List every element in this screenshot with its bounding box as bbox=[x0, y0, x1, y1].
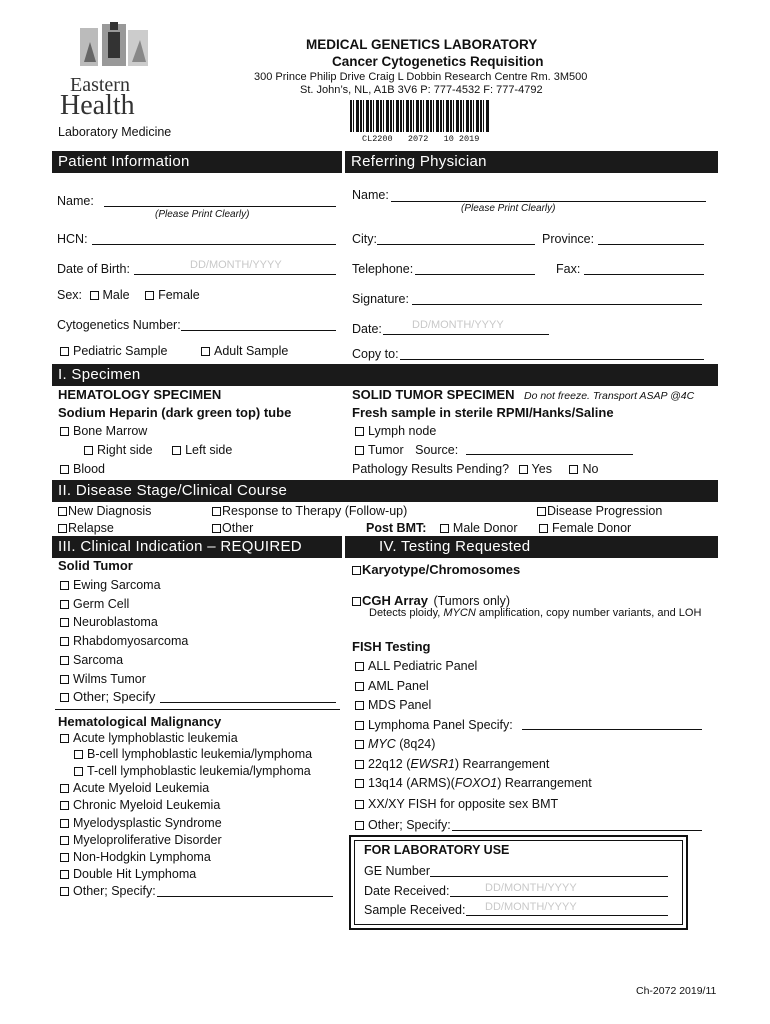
progression-label: Disease Progression bbox=[547, 504, 663, 518]
pathology-no-label: No bbox=[582, 462, 599, 476]
department-label: Laboratory Medicine bbox=[58, 125, 172, 139]
sample-received-placeholder: DD/MONTH/YYYY bbox=[485, 901, 577, 913]
tumor-option bbox=[355, 443, 458, 457]
male-donor-label: Male Donor bbox=[452, 521, 518, 535]
pathology-yes-label: Yes bbox=[531, 462, 552, 476]
male-donor-checkbox[interactable] bbox=[440, 524, 449, 533]
t-cell-checkbox[interactable] bbox=[74, 767, 83, 776]
lighthouse-icon bbox=[80, 22, 150, 70]
heme-other-field[interactable] bbox=[157, 883, 333, 897]
solid-tumor-title-row bbox=[352, 387, 694, 402]
sex-row bbox=[57, 288, 200, 302]
lymph-node-checkbox[interactable] bbox=[355, 427, 364, 436]
fish-item: MDS Panel bbox=[355, 696, 592, 716]
cgh-detail: Detects ploidy, MYCN amplification, copy number variants, and LOH bbox=[369, 607, 702, 619]
new-diagnosis-option bbox=[58, 504, 151, 518]
solid-tumor-list bbox=[60, 576, 188, 688]
left-side-checkbox[interactable] bbox=[172, 446, 181, 455]
pathology-no-checkbox[interactable] bbox=[569, 465, 578, 474]
barcode bbox=[350, 100, 490, 132]
ge-number-label: GE Number bbox=[364, 864, 430, 878]
fish-item: Lymphoma Panel Specify: bbox=[355, 716, 592, 736]
fax-field[interactable] bbox=[584, 261, 704, 275]
karyotype-checkbox[interactable] bbox=[352, 566, 361, 575]
new-diagnosis-label: New Diagnosis bbox=[68, 504, 152, 518]
other-stage-label: Other bbox=[222, 521, 254, 535]
sample-type-row bbox=[60, 344, 288, 358]
ewsr1-checkbox[interactable] bbox=[355, 760, 364, 769]
telephone-label: Telephone: bbox=[352, 262, 414, 276]
cgh-checkbox[interactable] bbox=[352, 597, 361, 606]
bone-marrow-option bbox=[60, 424, 147, 438]
progression-checkbox[interactable] bbox=[537, 507, 546, 516]
relapse-option bbox=[58, 521, 114, 535]
blood-option bbox=[60, 462, 105, 476]
solid-tumor-item: Germ Cell bbox=[60, 595, 188, 614]
pathology-yes-checkbox[interactable] bbox=[519, 465, 528, 474]
dob-label: Date of Birth: bbox=[57, 262, 130, 276]
fish-item: 22q12 (EWSR1) Rearrangement bbox=[355, 755, 592, 775]
solid-tumor-heading: Solid Tumor bbox=[58, 558, 133, 573]
solid-other-option bbox=[60, 689, 155, 704]
right-side-label: Right side bbox=[97, 443, 153, 457]
xxxy-checkbox[interactable] bbox=[355, 800, 364, 809]
heme-other-checkbox[interactable] bbox=[60, 887, 69, 896]
side-options bbox=[84, 443, 232, 457]
testing-other-field[interactable] bbox=[452, 817, 702, 831]
form-code: Ch-2072 2019/11 bbox=[636, 985, 717, 997]
cml-checkbox[interactable] bbox=[60, 801, 69, 810]
all-pediatric-checkbox[interactable] bbox=[355, 662, 364, 671]
physician-name-label: Name: bbox=[352, 188, 389, 202]
sarcoma-checkbox[interactable] bbox=[60, 656, 69, 665]
xxxy-option: XX/XY FISH for opposite sex BMT bbox=[355, 797, 558, 811]
cgh-option: CGH Array (Tumors only) bbox=[352, 593, 510, 608]
left-side-label: Left side bbox=[185, 443, 233, 457]
patient-name-label: Name: bbox=[57, 194, 94, 208]
telephone-field[interactable] bbox=[415, 261, 535, 275]
other-stage-checkbox[interactable] bbox=[212, 524, 221, 533]
myc-checkbox[interactable] bbox=[355, 740, 364, 749]
copy-to-label: Copy to: bbox=[352, 347, 399, 361]
solid-other-field[interactable] bbox=[160, 689, 336, 703]
lymph-node-label: Lymph node bbox=[368, 424, 437, 438]
solid-tumor-item: Wilms Tumor bbox=[60, 670, 188, 689]
new-diagnosis-checkbox[interactable] bbox=[58, 507, 67, 516]
source-field[interactable] bbox=[466, 441, 633, 455]
double-hit-checkbox[interactable] bbox=[60, 870, 69, 879]
lab-title: MEDICAL GENETICS LABORATORY bbox=[306, 37, 538, 52]
pediatric-sample-checkbox[interactable] bbox=[60, 347, 69, 356]
fish-item: 13q14 (ARMS)(FOXO1) Rearrangement bbox=[355, 774, 592, 794]
b-cell-option: B-cell lymphoblastic leukemia/lymphoma bbox=[74, 747, 312, 761]
fish-heading: FISH Testing bbox=[352, 639, 431, 654]
province-label: Province: bbox=[542, 232, 595, 246]
hcn-label: HCN: bbox=[57, 232, 88, 246]
city-label: City: bbox=[352, 232, 377, 246]
wilms-checkbox[interactable] bbox=[60, 675, 69, 684]
heme-other-option: Other; Specify: bbox=[60, 884, 156, 898]
post-bmt-row bbox=[366, 521, 631, 535]
signature-label: Signature: bbox=[352, 292, 409, 306]
lymphoma-panel-checkbox[interactable] bbox=[355, 721, 364, 730]
patient-info-header: Patient Information bbox=[52, 151, 342, 173]
sex-label: Sex: bbox=[57, 288, 83, 302]
hematology-specimen-title: HEMATOLOGY SPECIMEN bbox=[58, 387, 222, 402]
hcn-field[interactable] bbox=[92, 231, 336, 245]
testing-requested-header: IV. Testing Requested bbox=[345, 536, 718, 558]
solid-other-label: Other; Specify bbox=[73, 689, 156, 704]
adult-sample-checkbox[interactable] bbox=[201, 347, 210, 356]
t-cell-option: T-cell lymphoblastic leukemia/lymphoma bbox=[74, 764, 311, 778]
mpd-checkbox[interactable] bbox=[60, 836, 69, 845]
mds-checkbox[interactable] bbox=[60, 819, 69, 828]
testing-other-checkbox[interactable] bbox=[355, 821, 364, 830]
aml-panel-checkbox[interactable] bbox=[355, 682, 364, 691]
ge-number-field[interactable] bbox=[430, 863, 668, 877]
response-label: Response to Therapy (Follow-up) bbox=[222, 504, 408, 518]
pediatric-sample-label: Pediatric Sample bbox=[73, 344, 168, 358]
solid-tumor-note: Do not freeze. Transport ASAP @4C bbox=[524, 390, 695, 402]
lymphoma-specify-field[interactable] bbox=[522, 716, 702, 730]
heme-item: Myeloproliferative Disorder bbox=[60, 832, 222, 849]
date-received-placeholder: DD/MONTH/YYYY bbox=[485, 882, 577, 894]
solid-tumor-sub: Fresh sample in sterile RPMI/Hanks/Saline bbox=[352, 405, 614, 420]
form-subtitle: Cancer Cytogenetics Requisition bbox=[332, 54, 544, 69]
tumor-label: Tumor bbox=[368, 443, 404, 457]
female-label: Female bbox=[158, 288, 200, 302]
hematology-specimen-sub: Sodium Heparin (dark green top) tube bbox=[58, 405, 292, 420]
dob-placeholder: DD/MONTH/YYYY bbox=[190, 259, 282, 271]
pathology-pending-label: Pathology Results Pending? bbox=[352, 462, 510, 476]
solid-tumor-item: Neuroblastoma bbox=[60, 613, 188, 632]
all-checkbox[interactable] bbox=[60, 734, 69, 743]
section-divider bbox=[55, 709, 340, 710]
rhabdomyosarcoma-checkbox[interactable] bbox=[60, 637, 69, 646]
pathology-pending-row bbox=[352, 462, 598, 476]
solid-tumor-item: Ewing Sarcoma bbox=[60, 576, 188, 595]
address-line-2: St. John’s, NL, A1B 3V6 P: 777-4532 F: 777-4792 bbox=[300, 84, 543, 96]
lab-use-title: FOR LABORATORY USE bbox=[364, 843, 510, 857]
foxo1-checkbox[interactable] bbox=[355, 779, 364, 788]
heme-malignancy-heading: Hematological Malignancy bbox=[58, 714, 222, 729]
barcode-text: CL2200 2072 10 2019 bbox=[362, 134, 480, 144]
physician-name-field[interactable] bbox=[391, 188, 706, 202]
blood-checkbox[interactable] bbox=[60, 465, 69, 474]
progression-option bbox=[537, 504, 662, 518]
male-checkbox[interactable] bbox=[90, 291, 99, 300]
tumor-checkbox[interactable] bbox=[355, 446, 364, 455]
all-option: Acute lymphoblastic leukemia bbox=[60, 731, 238, 745]
cytogenetics-number-field[interactable] bbox=[181, 317, 336, 331]
fax-label: Fax: bbox=[556, 262, 581, 276]
fish-item: ALL Pediatric Panel bbox=[355, 657, 592, 677]
source-label: Source: bbox=[415, 443, 459, 457]
fish-item: AML Panel bbox=[355, 677, 592, 697]
aml-checkbox[interactable] bbox=[60, 784, 69, 793]
karyotype-option: Karyotype/Chromosomes bbox=[352, 562, 520, 577]
bone-marrow-checkbox[interactable] bbox=[60, 427, 69, 436]
solid-tumor-item: Rhabdomyosarcoma bbox=[60, 632, 188, 651]
female-checkbox[interactable] bbox=[145, 291, 154, 300]
lymph-node-option bbox=[355, 424, 436, 438]
date-label: Date: bbox=[352, 322, 382, 336]
testing-other-option: Other; Specify: bbox=[355, 818, 451, 832]
ewing-checkbox[interactable] bbox=[60, 581, 69, 590]
province-field[interactable] bbox=[598, 231, 704, 245]
city-field[interactable] bbox=[377, 231, 535, 245]
heme-list bbox=[60, 780, 222, 884]
relapse-label: Relapse bbox=[68, 521, 114, 535]
physician-print-hint: (Please Print Clearly) bbox=[461, 203, 556, 214]
fish-item: MYC (8q24) bbox=[355, 735, 592, 755]
logo-text-health: Health bbox=[60, 90, 135, 121]
patient-name-field[interactable] bbox=[104, 193, 336, 207]
solid-other-checkbox[interactable] bbox=[60, 693, 69, 702]
female-donor-label: Female Donor bbox=[552, 521, 632, 535]
specimen-header: I. Specimen bbox=[52, 364, 718, 386]
mds-panel-checkbox[interactable] bbox=[355, 701, 364, 710]
address-line-1: 300 Prince Philip Drive Craig L Dobbin Research Centre Rm. 3M500 bbox=[254, 71, 588, 83]
other-stage-option bbox=[212, 521, 253, 535]
heme-item: Myelodysplastic Syndrome bbox=[60, 815, 222, 832]
germ-cell-checkbox[interactable] bbox=[60, 600, 69, 609]
heme-item: Double Hit Lymphoma bbox=[60, 866, 222, 883]
male-label: Male bbox=[102, 288, 130, 302]
nhl-checkbox[interactable] bbox=[60, 853, 69, 862]
disease-stage-header: II. Disease Stage/Clinical Course bbox=[52, 480, 718, 502]
eastern-health-logo bbox=[58, 22, 178, 122]
sample-received-label: Sample Received: bbox=[364, 903, 466, 917]
date-placeholder: DD/MONTH/YYYY bbox=[412, 319, 504, 331]
heme-item: Acute Myeloid Leukemia bbox=[60, 780, 222, 797]
heme-item: Non-Hodgkin Lymphoma bbox=[60, 849, 222, 866]
solid-tumor-specimen-title: SOLID TUMOR SPECIMEN bbox=[352, 387, 515, 402]
relapse-checkbox[interactable] bbox=[58, 524, 67, 533]
blood-label: Blood bbox=[73, 462, 105, 476]
cytogenetics-number-label: Cytogenetics Number: bbox=[57, 318, 181, 332]
right-side-checkbox[interactable] bbox=[84, 446, 93, 455]
neuroblastoma-checkbox[interactable] bbox=[60, 618, 69, 627]
solid-tumor-item: Sarcoma bbox=[60, 651, 188, 670]
copy-to-field[interactable] bbox=[400, 346, 704, 360]
heme-item: Chronic Myeloid Leukemia bbox=[60, 797, 222, 814]
adult-sample-label: Adult Sample bbox=[213, 344, 289, 358]
patient-print-hint: (Please Print Clearly) bbox=[155, 209, 250, 220]
clinical-indication-header: III. Clinical Indication – REQUIRED bbox=[52, 536, 342, 558]
response-option bbox=[212, 504, 407, 518]
response-checkbox[interactable] bbox=[212, 507, 221, 516]
date-received-label: Date Received: bbox=[364, 884, 450, 898]
logo-text-eastern: Eastern bbox=[70, 74, 130, 96]
post-bmt-label: Post BMT: bbox=[366, 521, 427, 535]
bone-marrow-label: Bone Marrow bbox=[73, 424, 148, 438]
signature-field[interactable] bbox=[412, 291, 702, 305]
physician-header: Referring Physician bbox=[345, 151, 718, 173]
b-cell-checkbox[interactable] bbox=[74, 750, 83, 759]
female-donor-checkbox[interactable] bbox=[539, 524, 548, 533]
